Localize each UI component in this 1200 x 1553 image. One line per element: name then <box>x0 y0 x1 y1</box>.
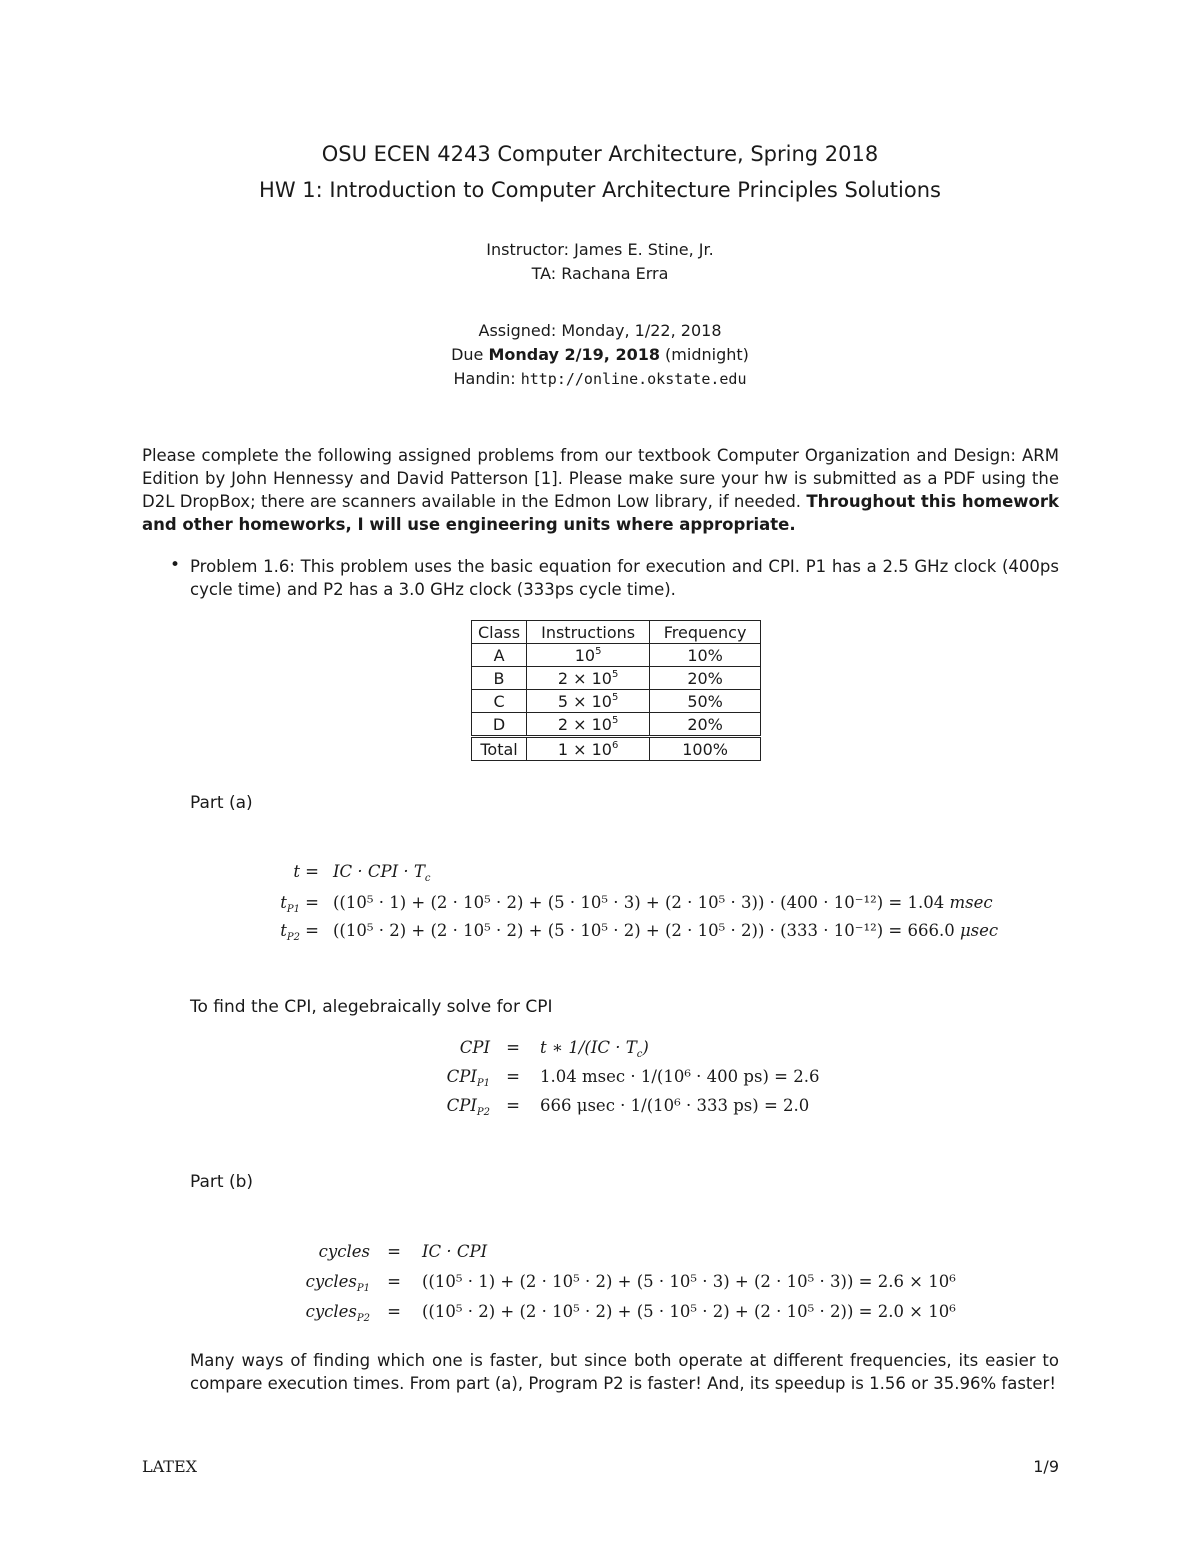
eq-lhs: $t_{P2}$ <box>280 921 300 943</box>
due-date: Monday 2/19, 2018 <box>488 345 660 364</box>
ta-line: TA: Rachana Erra <box>531 264 669 283</box>
table-header-frequency: Frequency <box>650 621 761 644</box>
cpi-intro-text: To find the CPI, alegebraically solve for CPI <box>190 997 553 1017</box>
table-cell-frequency: 20% <box>650 713 761 737</box>
table-row <box>472 713 761 737</box>
eq-rhs: ((10⁵ · 2) + (2 · 10⁵ · 2) + (5 · 10⁵ · 2) + (2 · 10⁵ · 2)) · (333 · 10⁻¹²) = 666.0 μsec <box>333 921 999 940</box>
table-cell-class: B <box>472 667 527 690</box>
intro-paragraph <box>142 444 1059 536</box>
table-row <box>472 667 761 690</box>
eq-rhs: IC · CPI <box>422 1242 488 1261</box>
eq-lhs: cycles$_{P2}$ <box>305 1302 370 1324</box>
document-subtitle: HW 1: Introduction to Computer Architecture Principles Solutions <box>259 178 941 202</box>
eq-rhs: ((10⁵ · 1) + (2 · 10⁵ · 2) + (5 · 10⁵ · 3) + (2 · 10⁵ · 3)) · (400 · 10⁻¹²) = 1.04 msec <box>333 893 993 912</box>
eq-sign: = <box>305 921 319 940</box>
page-number: 1/9 <box>1033 1457 1059 1476</box>
table-row <box>472 690 761 713</box>
problem-text: Problem 1.6: This problem uses the basic equation for execution and CPI. P1 has a 2.5 GHz clock (400ps cycle time) and P2 has a 3.0 GHz clock (333ps cycle time). <box>190 557 1059 599</box>
eq-sign: = <box>506 1067 520 1086</box>
assigned-line: Assigned: Monday, 1/22, 2018 <box>478 321 722 340</box>
table-cell-frequency: 10% <box>650 644 761 667</box>
eq-rhs: 1.04 msec · 1/(10⁶ · 400 ps) = 2.6 <box>540 1067 820 1086</box>
table-header-instructions: Instructions <box>527 621 650 644</box>
document-title: OSU ECEN 4243 Computer Architecture, Spring 2018 <box>321 142 879 166</box>
table-cell-class: D <box>472 713 527 737</box>
intro-bold-text: Throughout this homework and other homeworks, I will use engineering units where appropriate. <box>142 492 1059 534</box>
eq-lhs: $CPI_{P1}$ <box>446 1067 490 1089</box>
bullet-icon: • <box>170 555 181 575</box>
instruction-class-table <box>471 620 761 761</box>
table-cell-frequency: 20% <box>650 667 761 690</box>
eq-sign: = <box>387 1272 401 1291</box>
eq-lhs: $CPI_{P2}$ <box>446 1096 490 1118</box>
table-cell-class: A <box>472 644 527 667</box>
eq-sign: = <box>387 1242 401 1261</box>
table-cell-frequency: 50% <box>650 690 761 713</box>
table-cell-class: Total <box>472 737 527 761</box>
handin-line <box>0 369 1200 388</box>
eq-sign: = <box>387 1302 401 1321</box>
part-a-label: Part (a) <box>190 793 253 813</box>
eq-rhs: ((10⁵ · 1) + (2 · 10⁵ · 2) + (5 · 10⁵ · 3) + (2 · 10⁵ · 3)) = 2.6 × 10⁶ <box>422 1272 956 1291</box>
table-cell-instructions: $2 \times 10^5$ <box>527 713 650 737</box>
eq-lhs: $t_{P1}$ <box>280 893 300 915</box>
table-total-row <box>472 737 761 761</box>
due-line <box>0 345 1200 364</box>
table-cell-class: C <box>472 690 527 713</box>
due-prefix: Due <box>451 345 489 364</box>
eq-rhs: ((10⁵ · 2) + (2 · 10⁵ · 2) + (5 · 10⁵ · 2) + (2 · 10⁵ · 2)) = 2.0 × 10⁶ <box>422 1302 956 1321</box>
eq-lhs: t <box>293 862 300 881</box>
conclusion-paragraph: Many ways of finding which one is faster, but since both operate at different frequencies, its easier to compare execution times. From part (a), Program P2 is faster! And, its speedup is 1.56 or 35.96% faster! <box>190 1351 1059 1393</box>
eq-lhs: CPI <box>459 1038 490 1057</box>
part-b-label: Part (b) <box>190 1172 254 1192</box>
table-cell-instructions: $10^5$ <box>527 644 650 667</box>
table-header-class: Class <box>472 621 527 644</box>
table-cell-instructions: $1 \times 10^6$ <box>527 737 650 761</box>
handin-link[interactable]: http://online.okstate.edu <box>520 370 747 388</box>
eq-lhs: cycles$_{P1}$ <box>305 1272 370 1294</box>
eq-sign: = <box>305 893 319 912</box>
table-header-row <box>472 621 761 644</box>
intro-text: Please complete the following assigned problems from our textbook Computer Organization and Design: ARM Edition by John Hennessy and David Patterson [1]. Please make sure your hw is submitted as a PDF using the D2L DropBox; there are scanners available in the Edmon Low library, if needed. <box>142 446 1059 511</box>
eq-sign: = <box>506 1096 520 1115</box>
handin-label: Handin: <box>453 369 521 388</box>
eq-sign: = <box>506 1038 520 1057</box>
table-row <box>472 644 761 667</box>
eq-rhs: IC · CPI · $T_c$ <box>333 862 431 884</box>
eq-sign: = <box>305 862 319 881</box>
eq-rhs: t ∗ $1/(IC \cdot T_c)$ <box>540 1038 649 1060</box>
table-cell-instructions: $2 \times 10^5$ <box>527 667 650 690</box>
due-suffix: (midnight) <box>659 345 749 364</box>
eq-rhs: 666 μsec · 1/(10⁶ · 333 ps) = 2.0 <box>540 1096 810 1115</box>
latex-logo: LATEX <box>142 1457 198 1476</box>
table-cell-instructions: $5 \times 10^5$ <box>527 690 650 713</box>
table-cell-frequency: 100% <box>650 737 761 761</box>
instructor-line: Instructor: James E. Stine, Jr. <box>486 240 714 259</box>
eq-lhs: cycles <box>318 1242 370 1261</box>
